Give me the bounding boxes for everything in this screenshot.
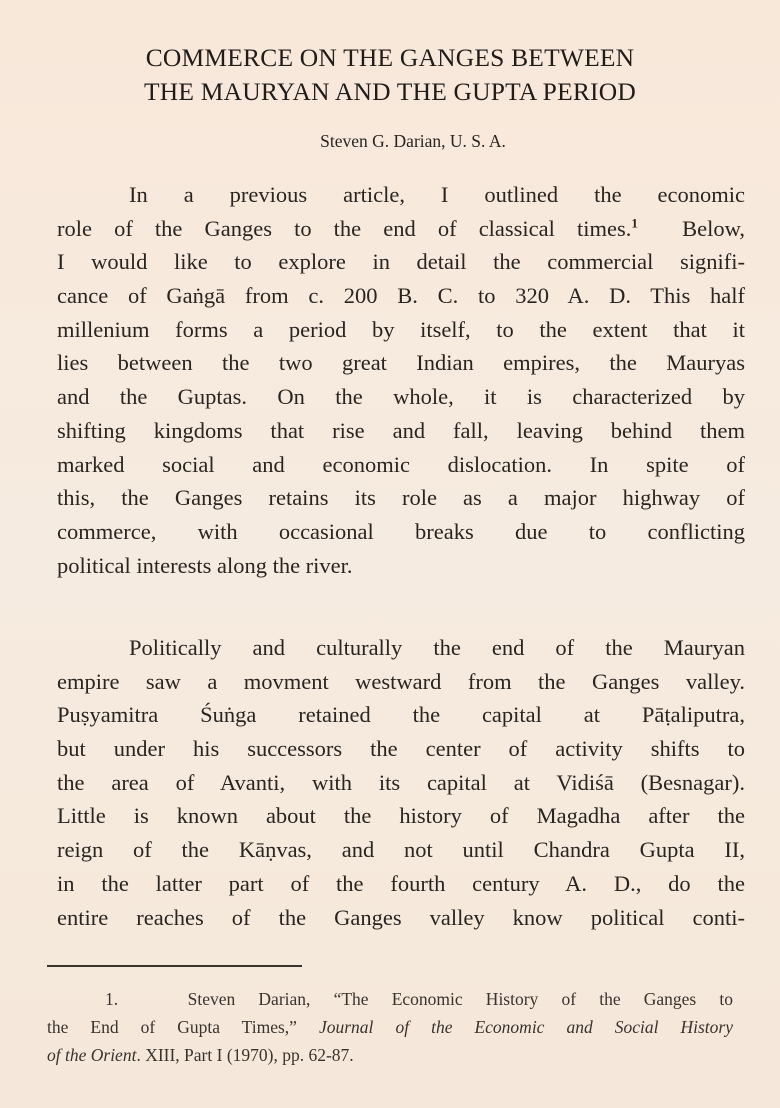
text-line: political interests along the river. (57, 552, 353, 578)
text-span: . XIII, Part I (1970), pp. 62-87. (136, 1045, 354, 1065)
text-line: millenium forms a period by itself, to the extent that it (57, 316, 745, 342)
text-line: empire saw a movment westward from the Ganges valley. (57, 668, 745, 694)
text-line: the area of Avanti, with its capital at Vidiśā (Besnagar). (57, 769, 745, 795)
journal-title: Journal of the Economic and Social History (318, 1017, 734, 1037)
text-span: the End of Gupta Times,” (47, 1017, 297, 1037)
footnote-line (47, 1013, 733, 1041)
text-line: Puṣyamitra Śuṅga retained the capital at Pāṭaliputra, (57, 702, 745, 728)
text-line: and the Guptas. On the whole, it is characterized by (57, 384, 745, 410)
text-line: lies between the two great Indian empires, the Mauryas (57, 350, 745, 376)
article-author: Steven G. Darian, U. S. A. (320, 131, 506, 151)
text-line: in the latter part of the fourth century A. D., do the (57, 870, 745, 896)
text-line (57, 212, 745, 246)
footnote-divider (47, 965, 302, 967)
text-span: Below, (682, 215, 745, 241)
text-span: role of the Ganges to the end of classical times. (57, 215, 632, 241)
paragraph-2 (57, 631, 745, 934)
text-line: Little is known about the history of Magadha after the (57, 803, 745, 829)
text-line: cance of Gaṅgā from c. 200 B. C. to 320 A. D. This half (57, 283, 745, 309)
footnote-1 (47, 985, 733, 1069)
text-line: commerce, with occasional breaks due to conflicting (57, 518, 745, 544)
text-line: Politically and culturally the end of the Mauryan (129, 635, 745, 660)
text-line: this, the Ganges retains its role as a major highway of (57, 485, 745, 511)
text-line: but under his successors the center of activity shifts to (57, 736, 745, 762)
article-title-line-2: THE MAURYAN AND THE GUPTA PERIOD (144, 77, 636, 106)
text-line: entire reaches of the Ganges valley know political conti- (57, 904, 745, 930)
text-span: Steven Darian, “The Economic History of the Ganges to (187, 989, 734, 1009)
text-line: I would like to explore in detail the commercial signifi- (57, 249, 745, 275)
footnote-marker[interactable]: 1 (631, 215, 638, 231)
text-line: marked social and economic dislocation. In spite of (57, 451, 745, 477)
footnote-line (47, 985, 733, 1013)
text-line: shifting kingdoms that rise and fall, leaving behind them (57, 417, 745, 443)
footnote-number: 1. (105, 989, 119, 1009)
paragraph-1 (57, 178, 745, 582)
footnote-line (47, 1041, 733, 1069)
article-title-line-1: COMMERCE ON THE GANGES BETWEEN (145, 43, 635, 72)
journal-title-cont: of the Orient (47, 1045, 137, 1065)
text-line: reign of the Kāṇvas, and not until Chandra Gupta II, (57, 837, 745, 863)
text-line: In a previous article, I outlined the economic (129, 182, 745, 207)
